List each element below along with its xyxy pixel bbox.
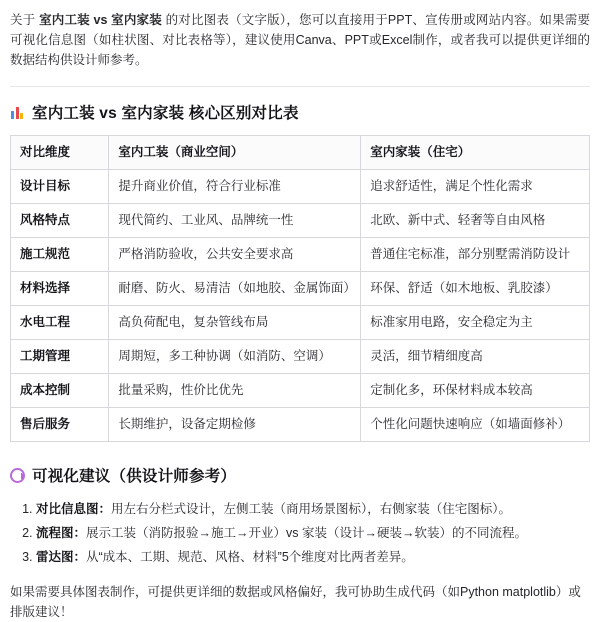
list-item xyxy=(36,498,590,520)
suggestions-section-heading xyxy=(10,464,590,486)
table-row xyxy=(11,340,590,374)
table-row xyxy=(11,272,590,306)
outro-paragraph: 如果需要具体图表制作，可提供更详细的数据或风格偏好，我可协助生成代码（如Python matplotlib）或排版建议！ xyxy=(10,585,581,619)
cell-commercial: 长期维护，设备定期检修 xyxy=(109,408,361,442)
bar-chart-icon xyxy=(10,105,25,120)
cell-residential: 灵活，细节精细度高 xyxy=(361,340,590,374)
cell-commercial: 批量采购，性价比优先 xyxy=(109,374,361,408)
cell-dimension: 设计目标 xyxy=(11,170,109,204)
suggestions-list xyxy=(10,498,590,568)
table-header-dimension: 对比维度 xyxy=(11,136,109,170)
table-row xyxy=(11,374,590,408)
comparison-table xyxy=(10,135,590,442)
list-item-text: 展示工装（消防报验→施工→开业）vs 家装（设计→硬装→软装）的不同流程。 xyxy=(86,526,527,540)
intro-prefix: 关于 xyxy=(10,13,40,27)
cell-commercial: 严格消防验收，公共安全要求高 xyxy=(109,238,361,272)
list-item xyxy=(36,546,590,568)
cell-dimension: 工期管理 xyxy=(11,340,109,374)
intro-paragraph xyxy=(10,10,590,70)
cell-commercial: 耐磨、防火、易清洁（如地胶、金属饰面） xyxy=(109,272,361,306)
cell-dimension: 材料选择 xyxy=(11,272,109,306)
table-header-row xyxy=(11,136,590,170)
list-item-text: 用左右分栏式设计，左侧工装（商用场景图标），右侧家装（住宅图标）。 xyxy=(111,502,512,516)
table-row xyxy=(11,204,590,238)
intro-rest: 的对比图表（文字版），您可以直接用于PPT、宣传册或网站内容。如果需要可视化信息图（如柱状图、对比表格等），建议使用Canva、PPT或Excel制作，或者我可以提供更详细的数据结构供设计师参考。 xyxy=(10,13,590,67)
list-item xyxy=(36,522,590,544)
cell-commercial: 提升商业价值，符合行业标准 xyxy=(109,170,361,204)
cell-dimension: 风格特点 xyxy=(11,204,109,238)
cell-residential: 追求舒适性，满足个性化需求 xyxy=(361,170,590,204)
cell-commercial: 周期短，多工种协调（如消防、空调） xyxy=(109,340,361,374)
list-item-label: 雷达图： xyxy=(36,550,87,564)
cell-residential: 个性化问题快速响应（如墙面修补） xyxy=(361,408,590,442)
cell-residential: 普通住宅标准，部分别墅需消防设计 xyxy=(361,238,590,272)
table-header-residential: 室内家装（住宅） xyxy=(361,136,590,170)
list-item-text: 从“成本、工期、规范、风格、材料”5个维度对比两者差异。 xyxy=(86,550,414,564)
comparison-section-title: 室内工装 vs 室内家装 核心区别对比表 xyxy=(32,105,299,122)
comparison-section-heading xyxy=(10,101,590,123)
table-row xyxy=(11,238,590,272)
cell-residential: 标准家用电路，安全稳定为主 xyxy=(361,306,590,340)
section-divider xyxy=(10,86,590,87)
cell-dimension: 水电工程 xyxy=(11,306,109,340)
cell-residential: 环保、舒适（如木地板、乳胶漆） xyxy=(361,272,590,306)
cell-residential: 定制化多，环保材料成本较高 xyxy=(361,374,590,408)
cell-dimension: 成本控制 xyxy=(11,374,109,408)
intro-bold-term: 室内工装 vs 室内家装 xyxy=(39,13,162,27)
table-row xyxy=(11,408,590,442)
cell-dimension: 售后服务 xyxy=(11,408,109,442)
cell-dimension: 施工规范 xyxy=(11,238,109,272)
lightbulb-icon xyxy=(10,468,25,483)
suggestions-section-title: 可视化建议（供设计师参考） xyxy=(32,468,237,485)
table-row xyxy=(11,306,590,340)
list-item-label: 对比信息图： xyxy=(36,502,112,516)
cell-commercial: 现代简约、工业风、品牌统一性 xyxy=(109,204,361,238)
table-header-commercial: 室内工装（商业空间） xyxy=(109,136,361,170)
list-item-label: 流程图： xyxy=(36,526,87,540)
cell-commercial: 高负荷配电，复杂管线布局 xyxy=(109,306,361,340)
cell-residential: 北欧、新中式、轻奢等自由风格 xyxy=(361,204,590,238)
table-row xyxy=(11,170,590,204)
